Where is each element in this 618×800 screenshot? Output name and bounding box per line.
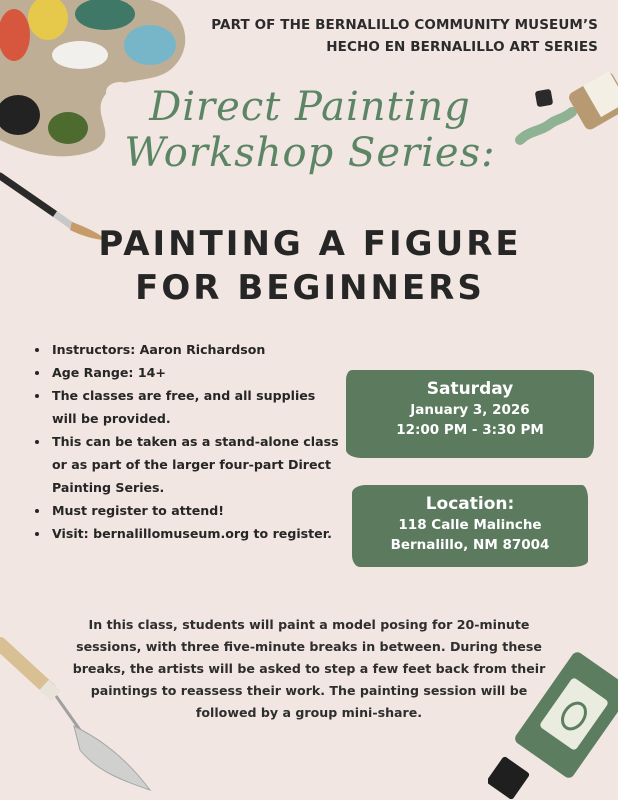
list-item: • Visit: bernalillomuseum.org to register.: [50, 522, 340, 545]
location-street: 118 Calle Malinche: [398, 517, 542, 533]
list-item: • Age Range: 14+: [50, 361, 340, 384]
event-time: 12:00 PM - 3:30 PM: [396, 422, 544, 438]
location-city: Bernalillo, NM 87004: [390, 537, 550, 553]
date-banner: [346, 370, 594, 458]
details-list: [28, 338, 340, 545]
list-item: • Instructors: Aaron Richardson: [50, 338, 340, 361]
class-title: [60, 222, 560, 310]
location-label: Location:: [425, 494, 515, 514]
event-date: January 3, 2026: [410, 402, 530, 418]
workshop-series-title: [90, 84, 530, 176]
list-item: • Must register to attend!: [50, 499, 340, 522]
list-item: • The classes are free, and all supplies will be provided.: [50, 384, 340, 430]
main-title-line-2: FOR BEGINNERS: [135, 268, 485, 308]
series-header: [198, 14, 598, 58]
list-item: • This can be taken as a stand-alone class or as part of the larger four-part Direct Painting Series.: [50, 430, 340, 499]
event-day: Saturday: [426, 379, 514, 399]
script-title-line-2: Workshop Series:: [124, 130, 496, 176]
class-description: In this class, students will paint a model posing for 20-minute sessions, with three five-minute breaks in between. During these breaks, the artists will be asked to step a few feet back from their paintings to reassess their work. The painting session will be followed by a group mini-share.: [72, 617, 546, 720]
location-banner: [352, 485, 588, 567]
header-line-2: HECHO EN BERNALILLO ART SERIES: [326, 39, 598, 55]
script-title-line-1: Direct Painting: [149, 84, 471, 130]
header-line-1: PART OF THE BERNALILLO COMMUNITY MUSEUM’S: [211, 17, 598, 33]
main-title-line-1: PAINTING A FIGURE: [98, 224, 522, 264]
